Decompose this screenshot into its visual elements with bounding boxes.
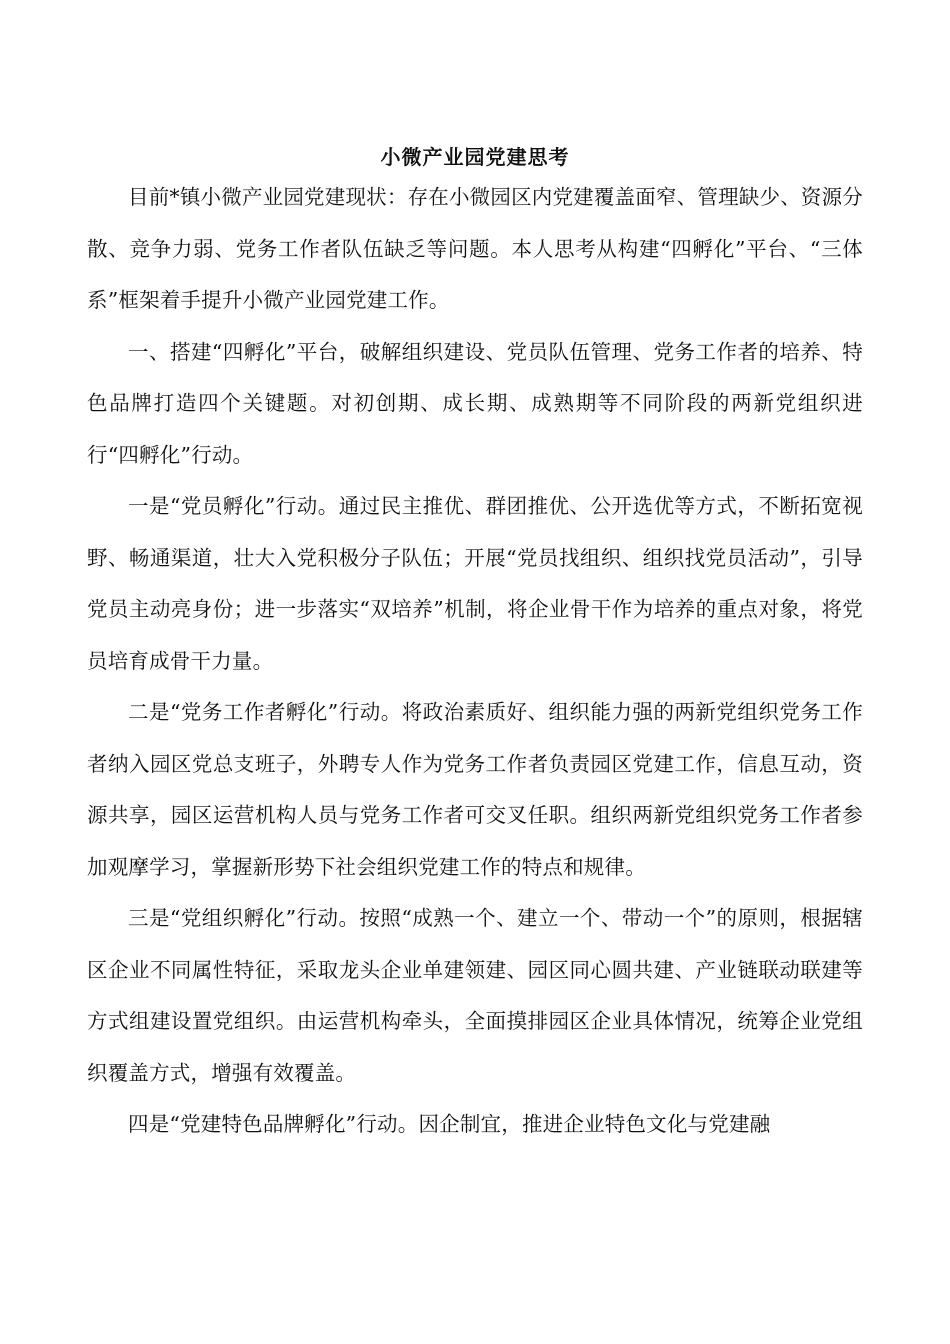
paragraph-section-one: 一、搭建“四孵化”平台，破解组织建设、党员队伍管理、党务工作者的培养、特色品牌打造四个关键题。对初创期、成长期、成熟期等不同阶段的两新党组织进行“四孵化”行动。: [87, 339, 863, 467]
document-title: 小微产业园党建思考: [380, 145, 570, 169]
document-body: [87, 172, 863, 1151]
paragraph-brand-incubation: 四是“党建特色品牌孵化”行动。因企制宜，推进企业特色文化与党建融: [128, 1112, 771, 1136]
paragraph-member-incubation: 一是“党员孵化”行动。通过民主推优、群团推优、公开选优等方式，不断拓宽视野、畅通渠道，壮大入党积极分子队伍；开展“党员找组织、组织找党员活动”，引导党员主动亮身份；进一步落实“双培养”机制，将企业骨干作为培养的重点对象，将党员培育成骨干力量。: [87, 494, 863, 673]
paragraph-intro: 目前*镇小微产业园党建现状：存在小微园区内党建覆盖面窄、管理缺少、资源分散、竞争力弱、党务工作者队伍缺乏等问题。本人思考从构建“四孵化”平台、“三体系”框架着手提升小微产业园党建工作。: [87, 185, 863, 312]
paragraph-organization-incubation: 三是“党组织孵化”行动。按照“成熟一个、建立一个、带动一个”的原则，根据辖区企业不同属性特征，采取龙头企业单建领建、园区同心圆共建、产业链联动联建等方式组建设置党组织。由运营机构牵头，全面摸排园区企业具体情况，统筹企业党组织覆盖方式，增强有效覆盖。: [87, 906, 863, 1085]
paragraph-worker-incubation: 二是“党务工作者孵化”行动。将政治素质好、组织能力强的两新党组织党务工作者纳入园区党总支班子，外聘专人作为党务工作者负责园区党建工作，信息互动，资源共享，园区运营机构人员与党务工作者可交叉任职。组织两新党组织党务工作者参加观摩学习，掌握新形势下社会组织党建工作的特点和规律。: [87, 700, 863, 879]
